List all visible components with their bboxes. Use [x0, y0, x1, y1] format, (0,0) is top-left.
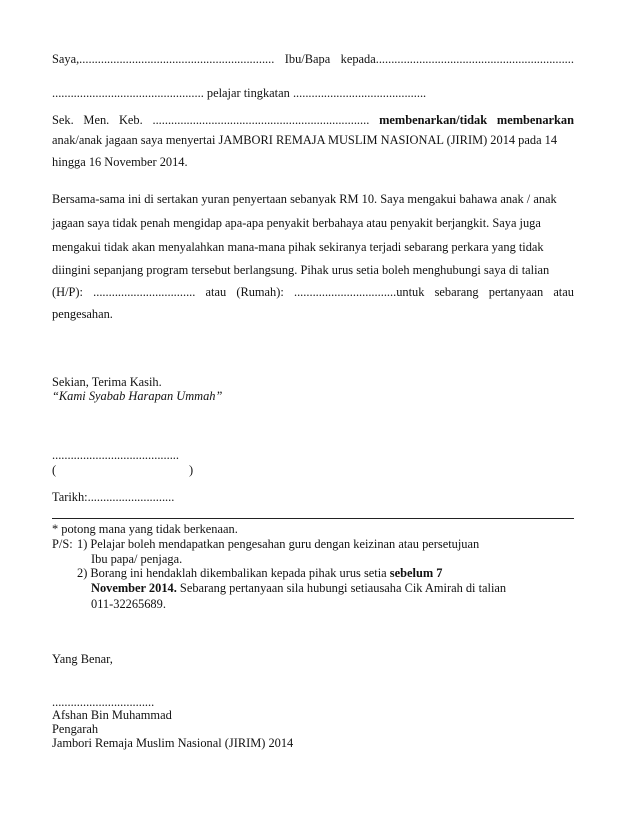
- form-line-event: anak/anak jagaan saya menyertai JAMBORI REMAJA MUSLIM NASIONAL (JIRIM) 2014 pada 14: [52, 133, 558, 147]
- fee-line-3: mengakui tidak akan menyalahkan mana-mana pihak sekiranya terjadi sebarang perkara yang tidak: [52, 240, 544, 254]
- student-name-field[interactable]: .................................................: [52, 86, 204, 100]
- hp-field[interactable]: .................................: [93, 285, 196, 299]
- closing-motto: “Kami Syabab Harapan Ummah”: [52, 389, 223, 403]
- regards: Yang Benar,: [52, 652, 113, 666]
- note-1-line-1: 1) Pelajar boleh mendapatkan pengesahan guru dengan keizinan atau persetujuan: [77, 537, 480, 551]
- word-sebarang: sebarang: [434, 285, 479, 299]
- school-field[interactable]: ......................................................................: [152, 113, 370, 127]
- note-2-line-2: [91, 581, 506, 596]
- note-2-deadline-a: sebelum 7: [389, 566, 443, 580]
- note-2-deadline-b: November 2014.: [91, 581, 177, 595]
- home-field[interactable]: .................................untuk: [293, 285, 425, 299]
- fee-line-6: pengesahan.: [52, 307, 113, 321]
- fee-line-5: [52, 285, 574, 300]
- form-line-parent: [52, 52, 574, 67]
- grade-field[interactable]: ...........................................: [292, 86, 427, 100]
- school-label: Sek. Men. Keb.: [52, 113, 143, 127]
- note-1-line-2: Ibu papa/ penjaga.: [91, 552, 183, 566]
- divider: [52, 518, 574, 519]
- signature-line[interactable]: .........................................: [52, 448, 180, 462]
- word-atau-1: atau: [205, 285, 227, 299]
- form-line-student: [52, 86, 426, 101]
- grade-label: pelajar tingkatan: [206, 86, 290, 100]
- ps-label: P/S:: [52, 537, 73, 551]
- permission-choice[interactable]: membenarkan/tidak membenarkan: [379, 113, 574, 127]
- form-line-school: [52, 113, 574, 128]
- form-line-dates: hingga 16 November 2014.: [52, 155, 188, 169]
- date-field[interactable]: Tarikh:............................: [52, 490, 175, 504]
- signature-paren-close: ): [189, 463, 194, 477]
- director-name: Afshan Bin Muhammad: [52, 708, 172, 722]
- word-pertanyaan: pertanyaan: [488, 285, 544, 299]
- fee-line-2: jagaan saya tidak penah mengidap apa-apa penyakit berbahaya atau penyakit berjangkit. Saya juga: [52, 216, 541, 230]
- note-2-line-1: [77, 566, 442, 581]
- parent-label: Ibu/Bapa: [284, 52, 331, 66]
- director-title: Pengarah: [52, 722, 99, 736]
- footnote: * potong mana yang tidak berkenaan.: [52, 522, 238, 536]
- hp-label: (H/P):: [52, 285, 83, 299]
- director-signature-line: .................................: [52, 695, 155, 709]
- signature-paren-open: (: [52, 463, 57, 477]
- fee-line-1: Bersama-sama ini di sertakan yuran penyertaan sebanyak RM 10. Saya mengakui bahawa anak / anak: [52, 192, 557, 206]
- closing-thanks: Sekian, Terima Kasih.: [52, 375, 162, 389]
- name-field[interactable]: Saya,...............................................................: [52, 52, 275, 66]
- home-label: (Rumah):: [236, 285, 284, 299]
- word-atau-2: atau: [553, 285, 574, 299]
- organization-name: Jambori Remaja Muslim Nasional (JIRIM) 2014: [52, 736, 294, 750]
- fee-line-4: diingini sepanjang program tersebut berlangsung. Pihak urus setia boleh menghubungi saya di talian: [52, 263, 550, 277]
- note-2-phone: 011-32265689.: [91, 597, 166, 611]
- note-2-text: 2) Borang ini hendaklah dikembalikan kepada pihak urus setia: [77, 566, 387, 580]
- recipient-field[interactable]: kepada................................................................: [340, 52, 574, 66]
- note-2-contact: Sebarang pertanyaan sila hubungi setiausaha Cik Amirah di talian: [179, 581, 507, 595]
